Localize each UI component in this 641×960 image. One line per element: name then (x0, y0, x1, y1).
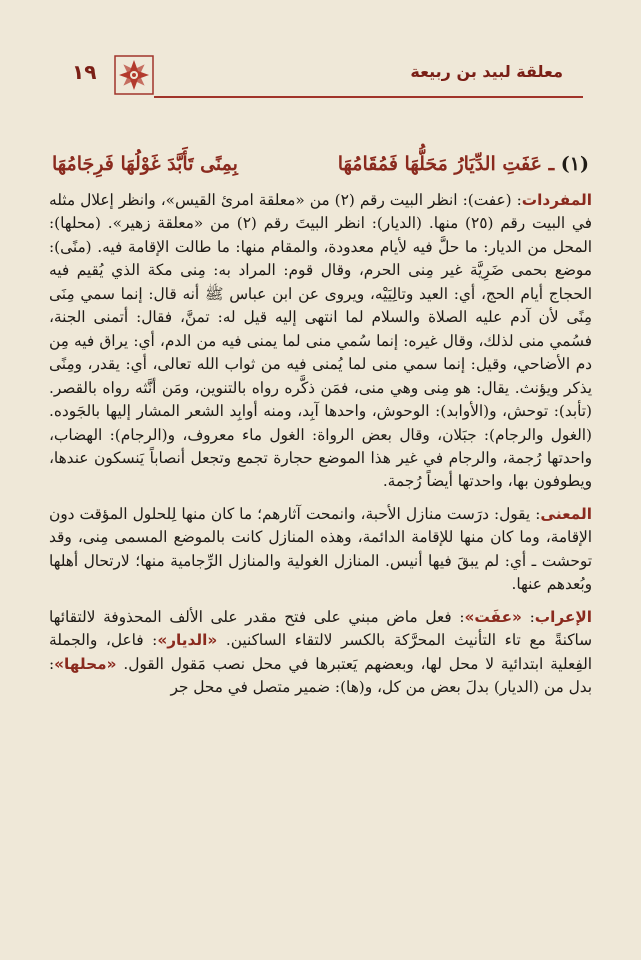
maana-label: المعنى (540, 504, 592, 523)
star-ornament-icon (114, 55, 154, 95)
irab-word-3: «محلها» (54, 654, 117, 673)
maana-text: : يقول: درَست منازل الأحبة، وانمحت آثارهم؛ ما كان منها لِلحلول المؤقت دون الإقامة، وما كان منها للإقامة الدائمة، وهذه المنازل كانت بالموضع المسمى مِنى، وقد توحشت ـ أي: لم يبقَ فيها أنيس. المنازل الغولية والمنازل الرِّجامية منها؛ لارتحال أهلها وبُعدهم عنها. (49, 504, 592, 594)
irab-section (49, 606, 592, 700)
mufradat-text: : (عفت): انظر البيت رقم (٢) من «معلقة امرئ القيس»، وانظر إعلال مثله في البيت رقم (٢٥) منها. (الديار): انظر البيتَ رقم (٢) من «معلقة زهير». (محلها): المحل من الديار: ما حلَّ فيه لأيام معدودة، والمقام منها: ما طالت الإقامة فيه. (منًى): موضع بحمى ضَرِيَّة غير مِنى الحرم، وقال قوم: المراد به: مِنى مكة الذي يُقيم فيه الحجاج أيام الحج، أي: العيد وتالِيَيْه، ويروى عن ابن عباس ﷺ أنه قال: إنما سمي مِنَى مِنًى لأن آدم عليه الصلاة والسلام لما انتهى إليه قيل له: تمنَّ، فقال: أتمنى الجنة، فسُمي منى لذلك، وقال غيره: إنما سُمي منى لما يمنى فيه من الدم، أي: يراق فيه مِن دم الأضاحي، وقيل: إنما سمي منى لما يُمنى فيه من ثواب الله تعالى، أي: يقدر، ومِنًى يذكر ويؤنث. يقال: هو مِنى وهي منى، فمَن ذكَّره رواه بالتنوين، ومَن أنَّثه رواه بالقصر. (تأبد): توحش، و(الأوابد): الوحوش، واحدها آبِد، ومنه أوابِد الشعر المشار إليها بالجَوده. (الغول والرجام): جبَلان، وقال بعض الرواة: الغول ماء معروف، و(الرجام): الهضاب، واحدتها رُجمة، والرجام في غير هذا الموضع حجارة تجمع وتجعل أنصاباً يَنسكون عندها، ويطوفون بها، واحدتها أيضاً رُجمة. (49, 191, 592, 491)
verse-number: (١) (560, 153, 589, 175)
mufradat-label: المفردات (521, 191, 592, 209)
irab-word-2: «الديار» (157, 631, 218, 650)
irab-text-4: : بدل من (الديار) بدلَ بعض من كل، و(ها): ضمير متصل في محل جر (49, 654, 592, 697)
mufradat-section (49, 189, 592, 494)
commentary (49, 189, 592, 700)
irab-word-1: «عفَت» (464, 607, 522, 626)
verse-hemistich-1 (338, 153, 589, 175)
maana-section (49, 503, 592, 597)
verse-hemistich-2: بِمِنًى تَأَبَّدَ غَوْلُهَا فَرِجَامُهَا (52, 153, 238, 175)
irab-label: الإعراب (534, 607, 592, 626)
header-title: معلقة لبيد بن ربيعة (410, 62, 563, 81)
irab-text-3: : فاعل، والجملة الفِعلية ابتدائية لا محل لها، وبعضهم يَعتبرها في محل نصب مَقول القول. (49, 631, 592, 673)
irab-text-1: : (521, 607, 535, 626)
page-number: ١٩ (72, 60, 97, 84)
verse-first-half: ـ عَفَتِ الدِّيَارُ مَحَلُّهَا فَمُقَامُهَا (337, 153, 555, 175)
irab-text-2: : فعل ماض مبني على فتح مقدر على الألف المحذوفة لالتقائها ساكنةً مع تاء التأنيث المحرَّكة بالكسر لالتقاء الساكنين. (49, 607, 592, 650)
page-header (62, 55, 583, 99)
poem-verse (52, 151, 589, 185)
header-divider (154, 96, 583, 98)
